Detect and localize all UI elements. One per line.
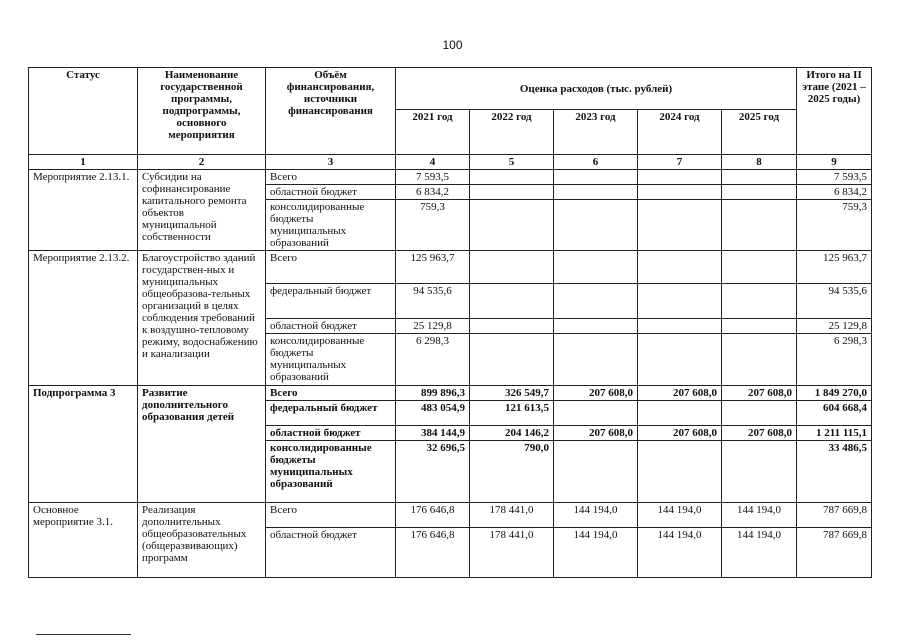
year-value-cell: 759,3 xyxy=(396,200,470,251)
funding-source-cell: областной бюджет xyxy=(266,185,396,200)
header-year: 2024 год xyxy=(638,110,722,155)
table-row xyxy=(29,170,872,185)
status-cell: Мероприятие 2.13.1. xyxy=(29,170,138,251)
year-value-cell xyxy=(638,334,722,386)
year-value-cell xyxy=(722,284,797,319)
column-number: 7 xyxy=(638,155,722,170)
table-row xyxy=(29,251,872,284)
year-value-cell xyxy=(554,334,638,386)
year-value-cell xyxy=(470,200,554,251)
program-name-cell: Реализация дополнительных общеобразовательных (общеразвивающих) программ xyxy=(138,503,266,578)
year-value-cell: 207 608,0 xyxy=(638,426,722,441)
funding-source-cell: областной бюджет xyxy=(266,319,396,334)
year-value-cell xyxy=(638,441,722,503)
page-number: 100 xyxy=(442,38,463,52)
year-value-cell xyxy=(554,185,638,200)
year-value-cell: 178 441,0 xyxy=(470,503,554,528)
total-value-cell: 787 669,8 xyxy=(797,528,872,578)
year-value-cell xyxy=(554,401,638,426)
header-year: 2021 год xyxy=(396,110,470,155)
year-value-cell: 125 963,7 xyxy=(396,251,470,284)
column-number: 9 xyxy=(797,155,872,170)
total-value-cell: 787 669,8 xyxy=(797,503,872,528)
footnote-divider xyxy=(36,634,131,635)
year-value-cell: 144 194,0 xyxy=(554,503,638,528)
year-value-cell xyxy=(470,170,554,185)
year-value-cell: 144 194,0 xyxy=(638,528,722,578)
status-cell: Подпрограмма 3 xyxy=(29,386,138,503)
year-value-cell: 207 608,0 xyxy=(722,426,797,441)
funding-source-cell: Всего xyxy=(266,386,396,401)
column-number-row xyxy=(29,155,872,170)
year-value-cell xyxy=(638,284,722,319)
total-value-cell: 6 298,3 xyxy=(797,334,872,386)
year-value-cell: 6 834,2 xyxy=(396,185,470,200)
year-value-cell: 144 194,0 xyxy=(722,528,797,578)
funding-source-cell: Всего xyxy=(266,503,396,528)
header-funding: Объём финансирования, источники финансирования xyxy=(266,68,396,155)
funding-source-cell: Всего xyxy=(266,170,396,185)
column-number: 8 xyxy=(722,155,797,170)
total-value-cell: 759,3 xyxy=(797,200,872,251)
year-value-cell xyxy=(722,441,797,503)
year-value-cell: 483 054,9 xyxy=(396,401,470,426)
header-year: 2025 год xyxy=(722,110,797,155)
year-value-cell xyxy=(638,170,722,185)
year-value-cell: 207 608,0 xyxy=(554,386,638,401)
year-value-cell xyxy=(554,319,638,334)
status-cell: Мероприятие 2.13.2. xyxy=(29,251,138,386)
header-year: 2022 год xyxy=(470,110,554,155)
year-value-cell: 326 549,7 xyxy=(470,386,554,401)
total-value-cell: 33 486,5 xyxy=(797,441,872,503)
header-program: Наименование государственной программы, подпрограммы, основного мероприятия xyxy=(138,68,266,155)
header-year: 2023 год xyxy=(554,110,638,155)
year-value-cell: 790,0 xyxy=(470,441,554,503)
program-name-cell: Развитие дополнительного образования детей xyxy=(138,386,266,503)
total-value-cell: 1 849 270,0 xyxy=(797,386,872,401)
year-value-cell: 899 896,3 xyxy=(396,386,470,401)
year-value-cell: 207 608,0 xyxy=(638,386,722,401)
year-value-cell: 176 646,8 xyxy=(396,503,470,528)
total-value-cell: 125 963,7 xyxy=(797,251,872,284)
column-number: 6 xyxy=(554,155,638,170)
total-value-cell: 7 593,5 xyxy=(797,170,872,185)
total-value-cell: 94 535,6 xyxy=(797,284,872,319)
column-number: 1 xyxy=(29,155,138,170)
year-value-cell xyxy=(638,401,722,426)
year-value-cell xyxy=(722,334,797,386)
year-value-cell xyxy=(722,185,797,200)
year-value-cell xyxy=(470,185,554,200)
status-cell: Основное мероприятие 3.1. xyxy=(29,503,138,578)
funding-source-cell: консолидированные бюджеты муниципальных образований xyxy=(266,334,396,386)
year-value-cell xyxy=(638,319,722,334)
year-value-cell xyxy=(470,251,554,284)
year-value-cell: 6 298,3 xyxy=(396,334,470,386)
year-value-cell: 121 613,5 xyxy=(470,401,554,426)
total-value-cell: 1 211 115,1 xyxy=(797,426,872,441)
year-value-cell xyxy=(638,251,722,284)
column-number: 2 xyxy=(138,155,266,170)
year-value-cell: 144 194,0 xyxy=(638,503,722,528)
funding-source-cell: Всего xyxy=(266,251,396,284)
funding-source-cell: федеральный бюджет xyxy=(266,284,396,319)
year-value-cell: 144 194,0 xyxy=(722,503,797,528)
total-value-cell: 25 129,8 xyxy=(797,319,872,334)
year-value-cell: 94 535,6 xyxy=(396,284,470,319)
year-value-cell: 32 696,5 xyxy=(396,441,470,503)
year-value-cell: 25 129,8 xyxy=(396,319,470,334)
year-value-cell: 207 608,0 xyxy=(722,386,797,401)
funding-source-cell: областной бюджет xyxy=(266,426,396,441)
funding-source-cell: консолидированные бюджеты муниципальных образований xyxy=(266,200,396,251)
year-value-cell xyxy=(470,284,554,319)
year-value-cell xyxy=(638,185,722,200)
program-name-cell: Субсидии на софинансирование капитального ремонта объектов муниципальной собственности xyxy=(138,170,266,251)
year-value-cell xyxy=(554,200,638,251)
year-value-cell: 178 441,0 xyxy=(470,528,554,578)
funding-source-cell: консолидированные бюджеты муниципальных образований xyxy=(266,441,396,503)
year-value-cell: 207 608,0 xyxy=(554,426,638,441)
year-value-cell: 176 646,8 xyxy=(396,528,470,578)
year-value-cell xyxy=(722,251,797,284)
header-estimate: Оценка расходов (тыс. рублей) xyxy=(396,68,797,110)
expense-table xyxy=(28,67,872,578)
year-value-cell: 7 593,5 xyxy=(396,170,470,185)
year-value-cell xyxy=(554,251,638,284)
year-value-cell xyxy=(554,284,638,319)
column-number: 3 xyxy=(266,155,396,170)
table-row xyxy=(29,503,872,528)
year-value-cell xyxy=(638,200,722,251)
year-value-cell xyxy=(722,319,797,334)
total-value-cell: 604 668,4 xyxy=(797,401,872,426)
year-value-cell xyxy=(554,170,638,185)
header-status: Статус xyxy=(29,68,138,155)
year-value-cell xyxy=(470,319,554,334)
table-row xyxy=(29,386,872,401)
program-name-cell: Благоустройство зданий государствен-ных и муниципальных общеобразова-тельных организаций в целях соблюдения требований к воздушно-тепловому режиму, водоснабжению и канализации xyxy=(138,251,266,386)
year-value-cell xyxy=(722,401,797,426)
year-value-cell xyxy=(554,441,638,503)
column-number: 4 xyxy=(396,155,470,170)
year-value-cell: 384 144,9 xyxy=(396,426,470,441)
funding-source-cell: федеральный бюджет xyxy=(266,401,396,426)
year-value-cell xyxy=(722,200,797,251)
column-number: 5 xyxy=(470,155,554,170)
year-value-cell xyxy=(470,334,554,386)
total-value-cell: 6 834,2 xyxy=(797,185,872,200)
header-total: Итого на II этапе (2021 – 2025 годы) xyxy=(797,68,872,155)
year-value-cell xyxy=(722,170,797,185)
year-value-cell: 144 194,0 xyxy=(554,528,638,578)
year-value-cell: 204 146,2 xyxy=(470,426,554,441)
funding-source-cell: областной бюджет xyxy=(266,528,396,578)
